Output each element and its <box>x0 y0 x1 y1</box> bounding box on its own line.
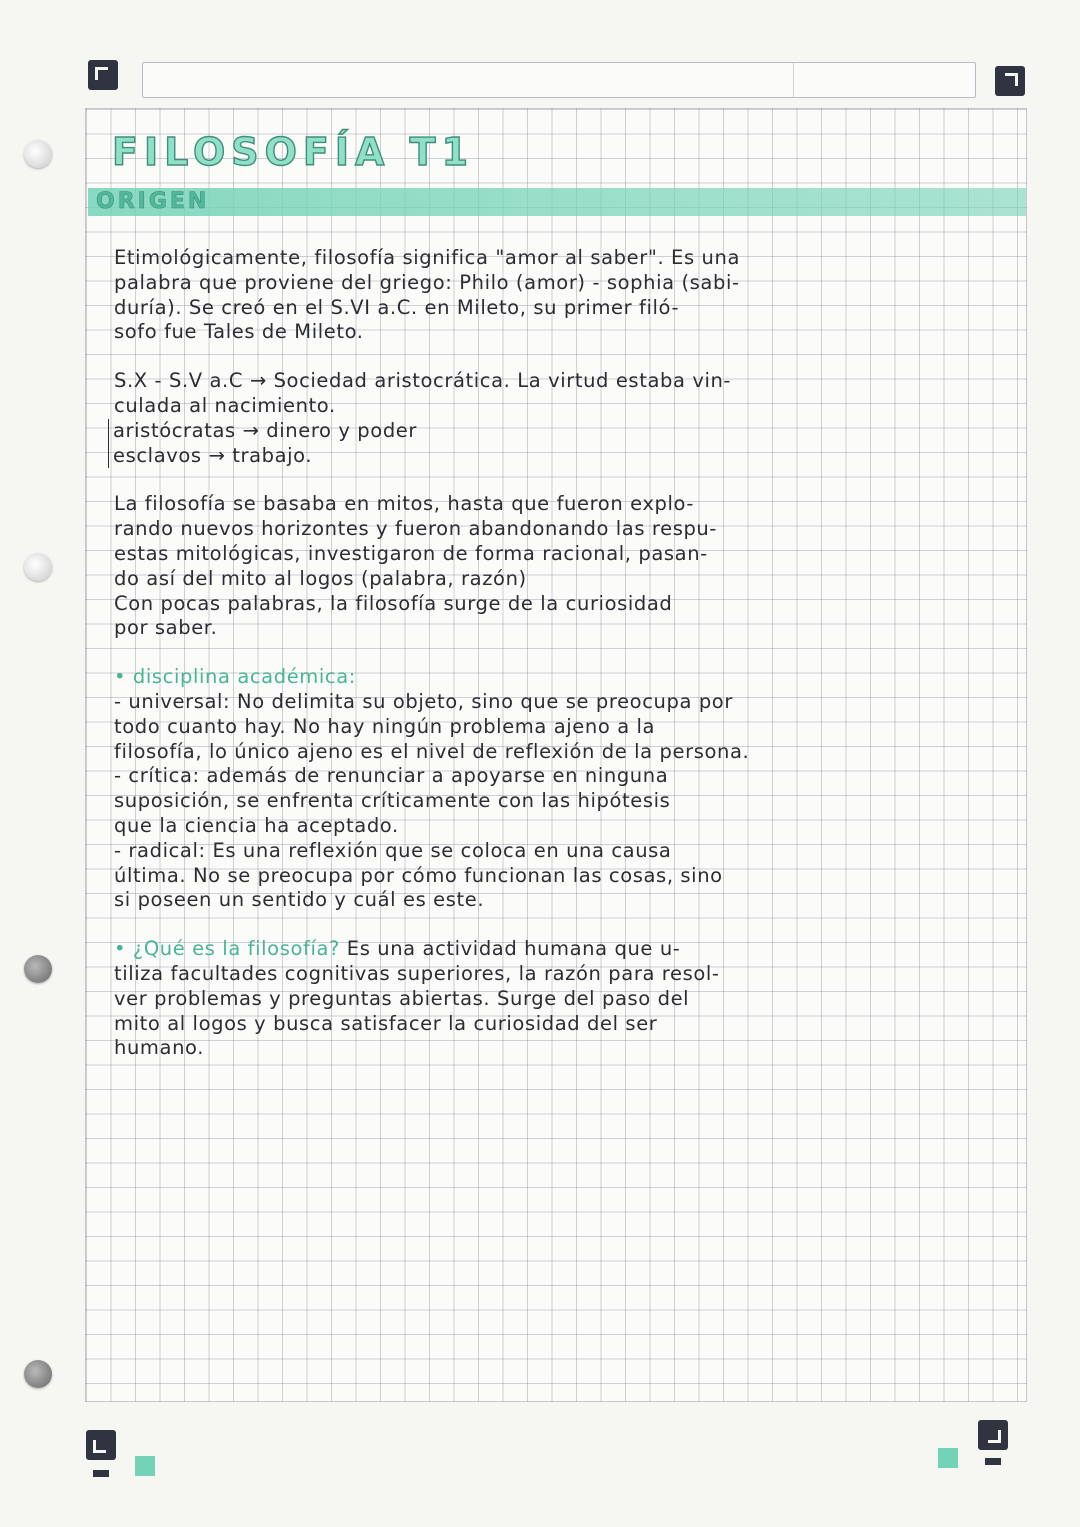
text-line: - crítica: además de renunciar a apoyarse en ninguna <box>114 764 669 788</box>
text-line: por saber. <box>114 616 218 640</box>
text-line: do así del mito al logos (palabra, razón) <box>114 566 527 590</box>
section-highlight <box>88 188 1026 216</box>
corner-mark-bottom-right <box>978 1420 1008 1450</box>
text-line: Con pocas palabras, la filosofía surge de la curiosidad <box>114 591 673 615</box>
page-title: FILOSOFÍA T1 <box>112 130 475 174</box>
tab-mark <box>985 1458 1001 1465</box>
text-fragment: Es una actividad humana que u- <box>339 937 681 961</box>
disciplina-heading: • disciplina académica: <box>114 665 356 689</box>
text-line: humano. <box>114 1036 205 1060</box>
bracket-line: aristócratas → dinero y poder <box>108 419 994 444</box>
corner-mark-bottom-left <box>86 1430 116 1460</box>
text-line: tiliza facultades cognitivas superiores, la razón para resol- <box>114 961 720 985</box>
text-line: que la ciencia ha aceptado. <box>114 813 399 837</box>
text-line: rando nuevos horizontes y fueron abandonando las respu- <box>114 517 718 541</box>
paragraph-que-es <box>114 937 994 1061</box>
text-line: duría). Se creó en el S.VI a.C. en Mileto, su primer filó- <box>114 295 680 319</box>
text-line: ver problemas y preguntas abiertas. Surge del paso del <box>114 986 690 1010</box>
paragraph-myth-logos <box>114 492 994 641</box>
tab-mark <box>93 1470 109 1477</box>
teal-marker <box>938 1448 958 1468</box>
text-line: Etimológicamente, filosofía significa "amor al saber". Es una <box>114 246 740 269</box>
text-line: filosofía, lo único ajeno es el nivel de reflexión de la persona. <box>114 739 750 763</box>
text-line: todo cuanto hay. No hay ningún problema ajeno a la <box>114 714 656 738</box>
paragraph-society <box>114 369 994 468</box>
text-line: palabra que proviene del griego: Philo (amor) - sophia (sabi- <box>114 270 740 294</box>
text-line: - universal: No delimita su objeto, sino que se preocupa por <box>114 689 733 713</box>
text-line <box>114 937 994 962</box>
binder-hole <box>24 1360 52 1388</box>
text-line: culada al nacimiento. <box>114 393 336 417</box>
text-line: La filosofía se basaba en mitos, hasta que fueron explo- <box>114 492 694 516</box>
corner-mark-top-right <box>995 66 1025 96</box>
que-es-heading: • ¿Qué es la filosofía? <box>114 937 340 961</box>
binder-hole <box>24 553 52 581</box>
bracket-line: esclavos → trabajo. <box>108 444 994 469</box>
text-line: sofo fue Tales de Mileto. <box>114 320 364 344</box>
header-divider <box>793 63 794 97</box>
text-line: S.X - S.V a.C → Sociedad aristocrática. La virtud estaba vin- <box>114 369 732 393</box>
section-label: ORIGEN <box>96 189 210 214</box>
text-line: si poseen un sentido y cuál es este. <box>114 888 485 912</box>
text-line: mito al logos y busca satisfacer la curiosidad del ser <box>114 1011 658 1035</box>
binder-hole <box>24 140 52 168</box>
binder-hole <box>24 955 52 983</box>
paragraph-etymology <box>114 246 994 345</box>
text-line: - radical: Es una reflexión que se coloca en una causa <box>114 838 672 862</box>
paragraph-disciplina <box>114 665 994 913</box>
notes-content <box>114 246 994 1085</box>
text-line: estas mitológicas, investigaron de forma racional, pasan- <box>114 541 708 565</box>
corner-mark-top-left <box>88 60 118 90</box>
teal-marker <box>135 1456 155 1476</box>
text-line: suposición, se enfrenta críticamente con las hipótesis <box>114 789 671 813</box>
header-box <box>142 62 976 98</box>
text-line: última. No se preocupa por cómo funcionan las cosas, sino <box>114 863 723 887</box>
